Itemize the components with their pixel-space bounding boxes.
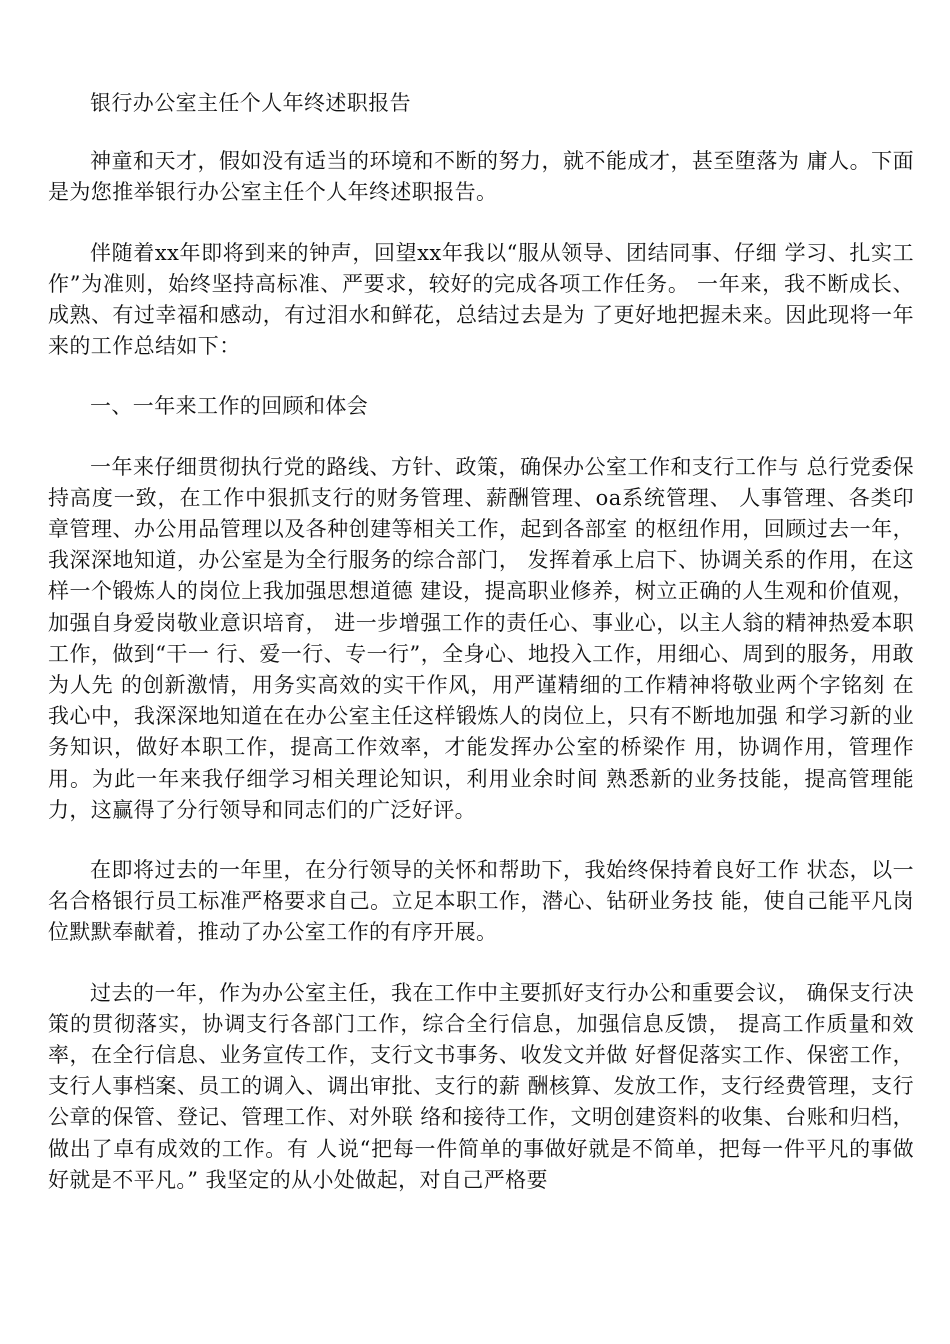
paragraph-state: 在即将过去的一年里，在分行领导的关怀和帮助下，我始终保持着良好工作 状态，以一名合格银行员工标准严格要求自己。立足本职工作，潜心、钻研业务技 能，使自己能平凡岗位默默奉献着，推动了办公室工作的有序开展。 (48, 858, 914, 945)
paragraph-opening: 伴随着xx年即将到来的钟声，回望xx年我以“服从领导、团结同事、仔细 学习、扎实工作”为准则，始终坚持高标准、严要求，较好的完成各项工作任务。 一年来，我不断成长、成熟、有过幸福和感动，有过泪水和鲜花，总结过去是为 了更好地把握未来。因此现将一年来的工作总结如下： (48, 240, 914, 359)
document-page (48, 88, 914, 1196)
paragraph-duties: 过去的一年，作为办公室主任，我在工作中主要抓好支行办公和重要会议， 确保支行决策的贯彻落实，协调支行各部门工作，综合全行信息，加强信息反馈， 提高工作质量和效率，在全行信息、业务宣传工作，支行文书事务、收发文并做 好督促落实工作、保密工作，支行人事档案、员工的调入、调出审批、支行的薪 酬核算、发放工作，支行经费管理，支行公章的保管、登记、管理工作、对外联 络和接待工作，文明创建资料的收集、台账和归档，做出了卓有成效的工作。有 人说“把每一件简单的事做好就是不简单，把每一件平凡的事做好就是不平凡。” 我坚定的从小处做起，对自己严格要 (48, 980, 914, 1192)
document-title: 银行办公室主任个人年终述职报告 (90, 91, 411, 115)
paragraph-review: 一年来仔细贯彻执行党的路线、方针、政策，确保办公室工作和支行工作与 总行党委保持高度一致，在工作中狠抓支行的财务管理、薪酬管理、oa系统管理、 人事管理、各类印章管理、办公用品管理以及各种创建等相关工作，起到各部室 的枢纽作用，回顾过去一年，我深深地知道，办公室是为全行服务的综合部门， 发挥着承上启下、协调关系的作用，在这样一个锻炼人的岗位上我加强思想道德 建设，提高职业修养，树立正确的人生观和价值观，加强自身爱岗敬业意识培育， 进一步增强工作的责任心、事业心，以主人翁的精神热爱本职工作，做到“干一 行、爱一行、专一行”，全身心、地投入工作，用细心、周到的服务，用敢为人先 的创新激情，用务实高效的实干作风，用严谨精细的工作精神将敬业两个字铭刻 在我心中，我深深地知道在在办公室主任这样锻炼人的岗位上，只有不断地加强 和学习新的业务知识，做好本职工作，提高工作效率，才能发挥办公室的桥梁作 用，协调作用，管理作用。为此一年来我仔细学习相关理论知识，利用业余时间 熟悉新的业务技能，提高管理能力，这赢得了分行领导和同志们的广泛好评。 (48, 454, 914, 822)
section-heading: 一、一年来工作的回顾和体会 (90, 394, 369, 419)
paragraph-intro: 神童和天才，假如没有适当的环境和不断的努力，就不能成才，甚至堕落为 庸人。下面是为您推举银行办公室主任个人年终述职报告。 (48, 149, 914, 205)
